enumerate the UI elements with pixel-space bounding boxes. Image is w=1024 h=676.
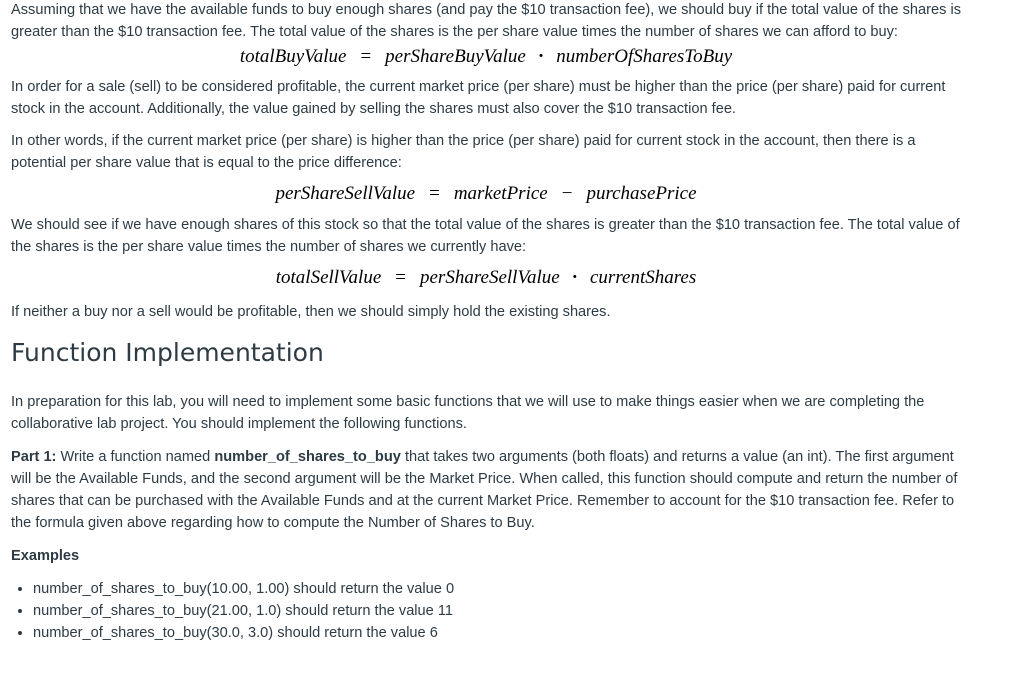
preparation-paragraph: In preparation for this lab, you will need to implement some basic functions that we will use to make things easier when we are completing the collaborative lab project. You should implement the following functions.: [11, 394, 925, 432]
eq2-term2: purchasePrice: [586, 183, 697, 204]
eq1-lhs: totalBuyValue: [239, 46, 347, 67]
examples-heading-text: Examples: [11, 548, 80, 564]
eq3-dot: ·: [571, 267, 578, 288]
eq2-equals: =: [429, 183, 440, 204]
eq3-term1: perShareSellValue: [420, 267, 560, 288]
part1-label: Part 1:: [11, 449, 57, 465]
eq2-term1: marketPrice: [453, 183, 548, 204]
total-sell-value-equation: [11, 267, 961, 289]
price-difference-paragraph: In other words, if the current market price (per share) is higher than the price (per share) paid for current stock in the account, then there is a potential per share value that is equal to the price difference:: [11, 133, 916, 171]
sell-profit-paragraph: In order for a sale (sell) to be considered profitable, the current market price (per share) must be higher than the price (per share) paid for current stock in the account. Additionally, the value gained by selling the shares must also cover the $10 transaction fee.: [11, 79, 946, 117]
list-item: • number_of_shares_to_buy(30.0, 3.0) should return the value 6: [33, 622, 961, 644]
eq3-equals: =: [395, 267, 406, 288]
eq2-lhs: perShareSellValue: [275, 183, 416, 204]
eq3-lhs: totalSellValue: [275, 267, 382, 288]
part1-text-a: Write a function named: [56, 449, 215, 465]
examples-list: [11, 578, 961, 644]
list-item: • number_of_shares_to_buy(21.00, 1.0) should return the value 11: [33, 600, 961, 622]
eq1-dot: ·: [537, 46, 545, 67]
total-buy-value-equation: [11, 46, 961, 68]
eq2-minus: −: [561, 183, 573, 204]
eq3-term2: currentShares: [590, 267, 697, 288]
eq1-equals: =: [360, 46, 372, 67]
eq1-term2: numberOfSharesToBuy: [556, 46, 733, 67]
section-heading: Function Implementation: [11, 338, 324, 367]
function-name: number_of_shares_to_buy: [214, 449, 401, 465]
hold-shares-paragraph: If neither a buy nor a sell would be profitable, then we should simply hold the existing shares.: [11, 304, 611, 320]
part1-paragraph: [11, 446, 961, 534]
intro-paragraph-buy: Assuming that we have the available funds to buy enough shares (and pay the $10 transaction fee), we should buy if the total value of the shares is greater than the $10 transaction fee. The total value of the shares is the per share value times the number of shares we can afford to buy:: [11, 2, 961, 40]
part1-text-b: that takes two arguments (both floats) and returns a value (an int). The first argument will be the Available Funds, and the second argument will be the Market Price. When called, this function should compute and return the number of shares that can be purchased with the Available Funds and at the current Market Price. Remember to account for the $10 transaction fee. Refer to the formula given above regarding how to compute the Number of Shares to Buy.: [11, 449, 958, 531]
enough-shares-paragraph: We should see if we have enough shares of this stock so that the total value of the shares is greater than the $10 transaction fee. The total value of the shares is the per share value times the number of shares we currently have:: [11, 217, 960, 255]
examples-heading: [11, 545, 961, 567]
list-item: • number_of_shares_to_buy(10.00, 1.00) should return the value 0: [33, 578, 961, 600]
eq1-term1: perShareBuyValue: [385, 46, 526, 67]
document-content: [11, 0, 961, 644]
per-share-sell-value-equation: [11, 183, 961, 205]
